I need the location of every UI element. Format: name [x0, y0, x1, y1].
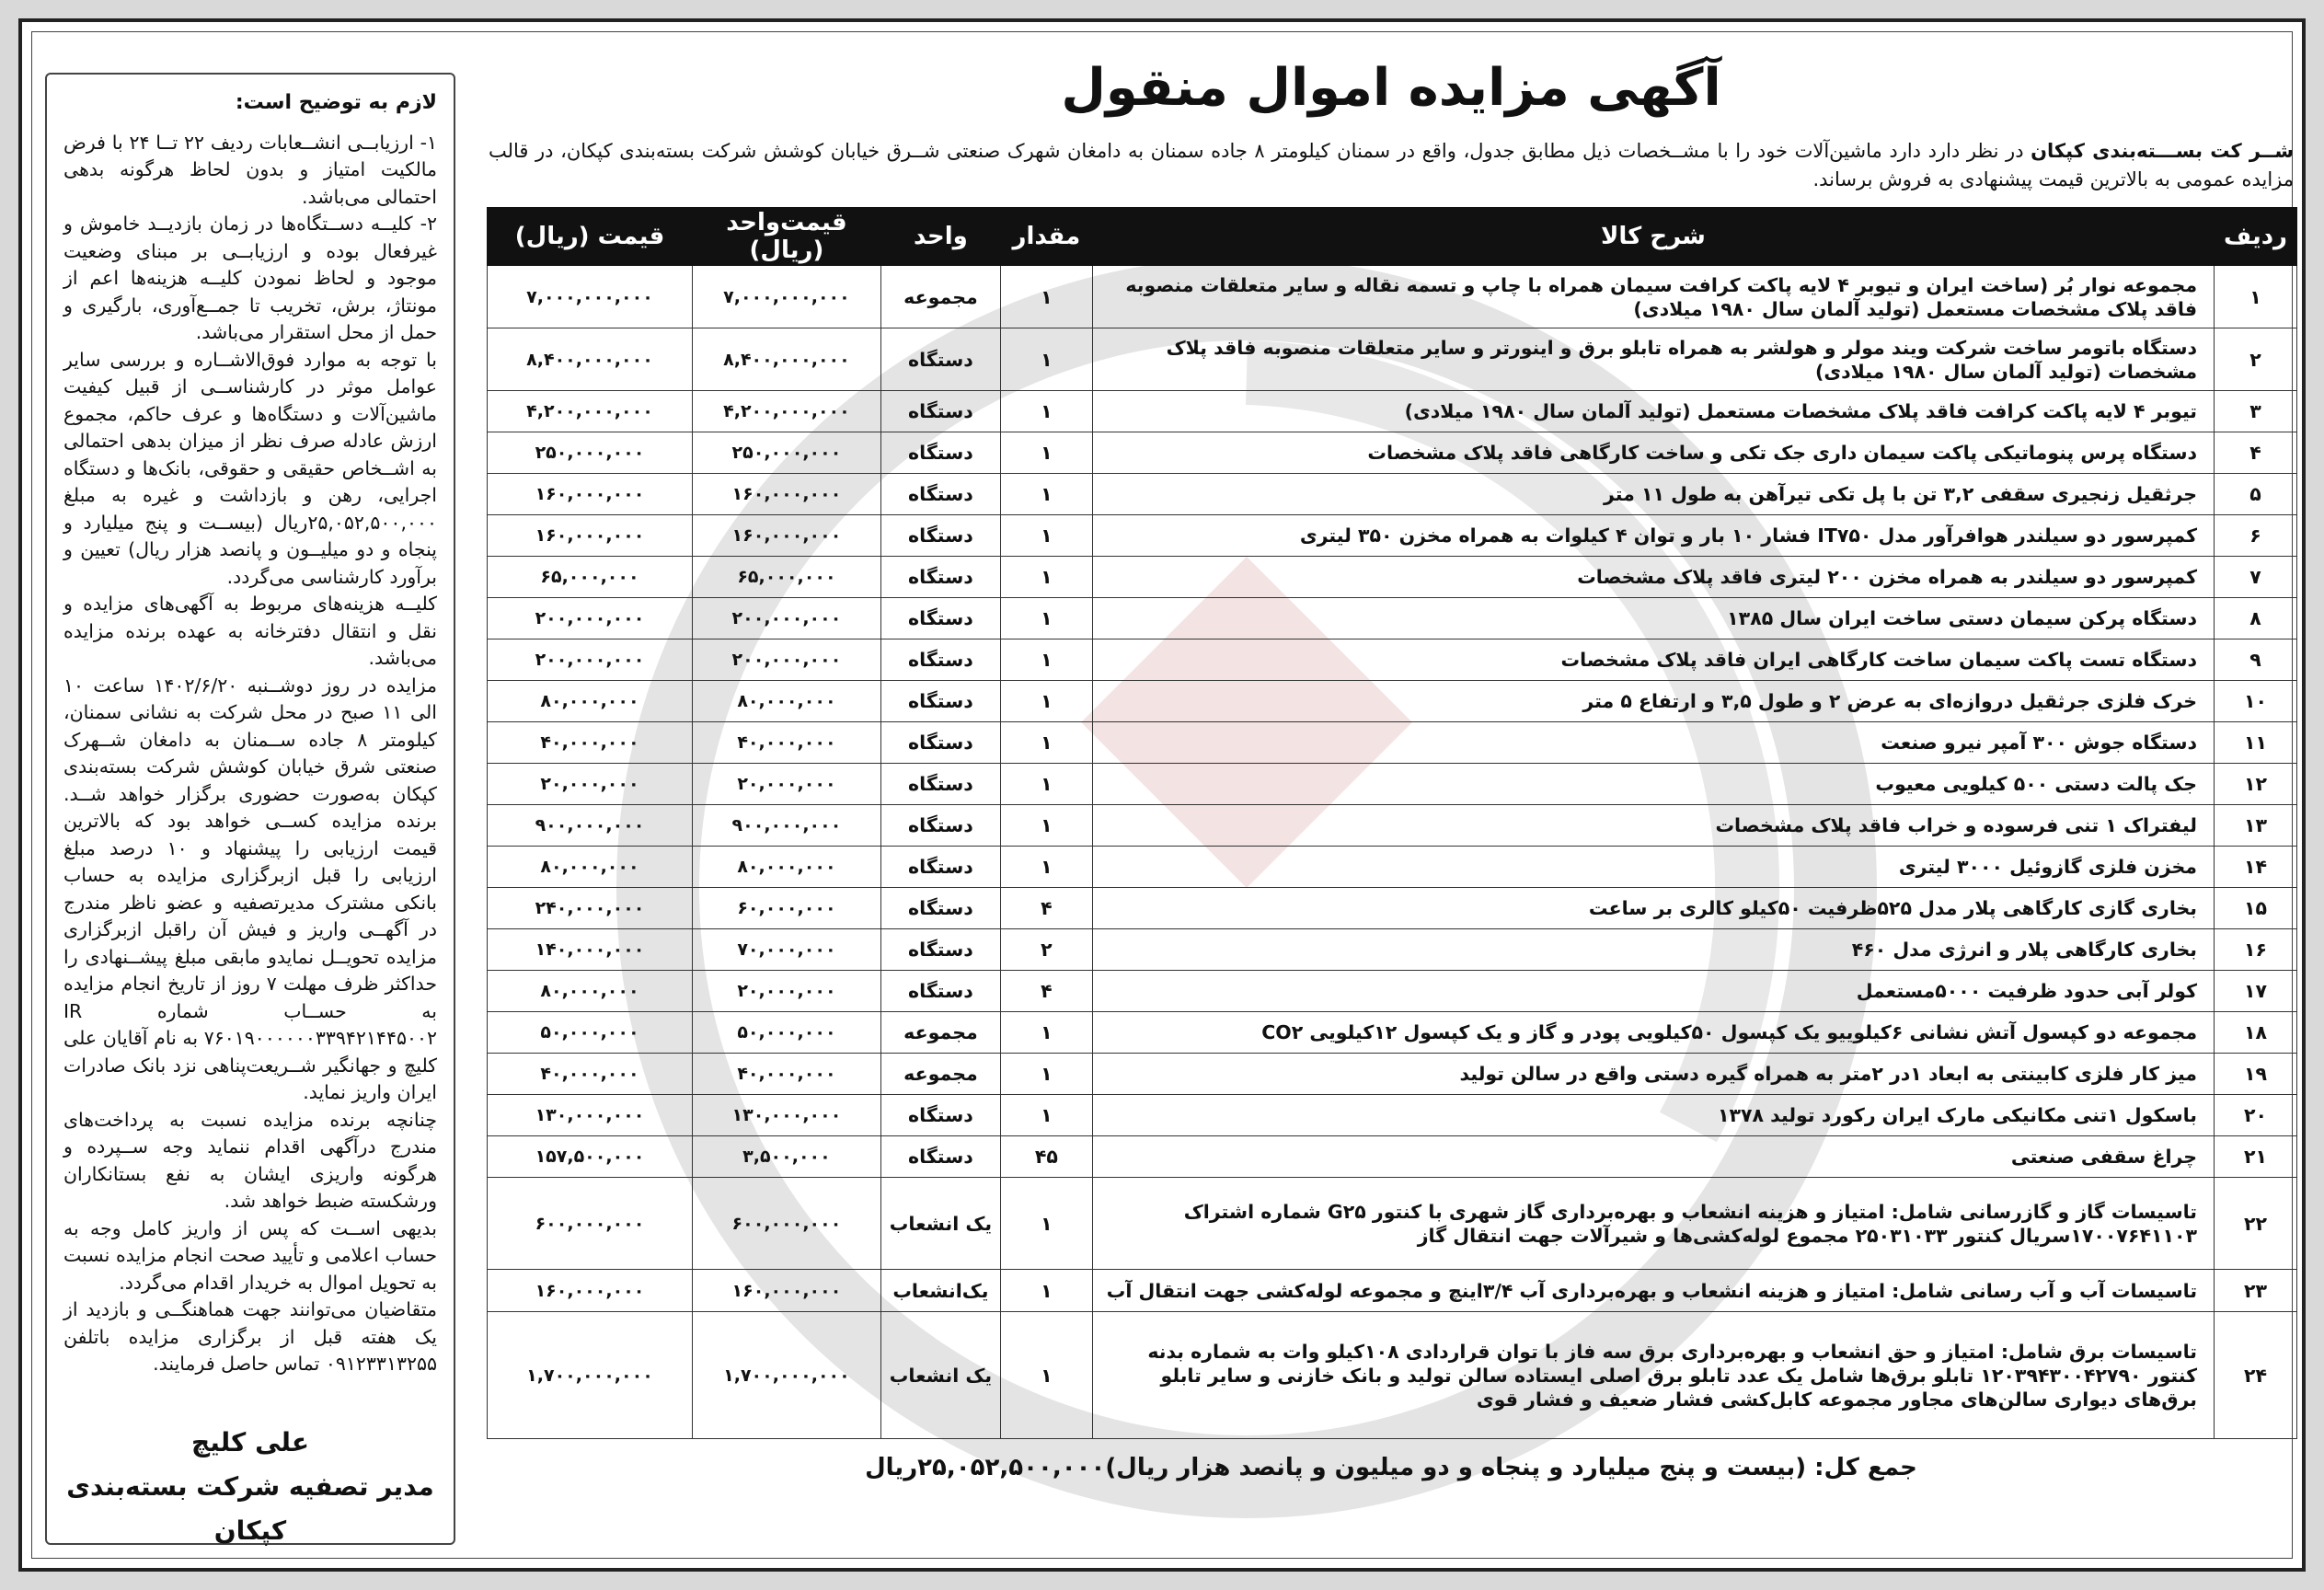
company-name: شــر کت بســـته‌بندی کپکان	[2031, 140, 2295, 162]
page-title: آگهی مزایده اموال منقول	[1061, 58, 1721, 118]
cell-quantity: ۱	[1000, 474, 1092, 515]
auction-table	[487, 207, 2297, 1439]
cell-quantity: ۱	[1000, 1095, 1092, 1136]
cell-description: دستگاه جوش ۳۰۰ آمپر نیرو صنعت	[1092, 722, 2214, 764]
cell-price: ۱,۷۰۰,۰۰۰,۰۰۰	[488, 1312, 693, 1439]
cell-unit: یک انشعاب	[880, 1312, 1000, 1439]
cell-unit-price: ۱,۷۰۰,۰۰۰,۰۰۰	[692, 1312, 880, 1439]
table-row	[488, 1095, 2297, 1136]
cell-unit-price: ۲۰۰,۰۰۰,۰۰۰	[692, 639, 880, 681]
cell-price: ۲۰,۰۰۰,۰۰۰	[488, 764, 693, 805]
cell-unit: یک انشعاب	[880, 1178, 1000, 1270]
cell-unit-price: ۱۶۰,۰۰۰,۰۰۰	[692, 515, 880, 557]
cell-quantity: ۴	[1000, 888, 1092, 929]
cell-unit-price: ۲۰,۰۰۰,۰۰۰	[692, 971, 880, 1012]
table-row	[488, 1012, 2297, 1054]
col-header-quantity: مقدار	[1000, 208, 1092, 266]
table-row	[488, 266, 2297, 328]
cell-row-number: ۱۱	[2215, 722, 2297, 764]
note-paragraph: چنانچه برنده مزایده نسبت به پرداخت‌های مندرج درآگهی اقدام ننماید وجه ســپرده و هرگونه واریزی ایشان به نفع بستانکاران ورشکسته ضبط خواهد شد.	[63, 1108, 437, 1212]
cell-quantity: ۱	[1000, 1312, 1092, 1439]
table-header-row	[488, 208, 2297, 266]
cell-price: ۹۰۰,۰۰۰,۰۰۰	[488, 805, 693, 847]
cell-quantity: ۱	[1000, 681, 1092, 722]
cell-description: کمپرسور دو سیلندر به همراه مخزن ۲۰۰ لیتری فاقد پلاک مشخصات	[1092, 557, 2214, 598]
cell-quantity: ۴	[1000, 971, 1092, 1012]
signer-name: علی کلیچ	[191, 1426, 309, 1458]
cell-quantity: ۱	[1000, 557, 1092, 598]
cell-price: ۷,۰۰۰,۰۰۰,۰۰۰	[488, 266, 693, 328]
cell-row-number: ۳	[2215, 391, 2297, 432]
cell-unit: دستگاه	[880, 598, 1000, 639]
cell-row-number: ۱۶	[2215, 929, 2297, 971]
cell-row-number: ۱۳	[2215, 805, 2297, 847]
cell-unit-price: ۲۵۰,۰۰۰,۰۰۰	[692, 432, 880, 474]
cell-row-number: ۲۳	[2215, 1270, 2297, 1312]
cell-description: دستگاه پرس پنوماتیکی پاکت سیمان داری جک تکی و ساخت کارگاهی فاقد پلاک مشخصات	[1092, 432, 2214, 474]
cell-unit-price: ۸۰,۰۰۰,۰۰۰	[692, 847, 880, 888]
col-header-row-number: ردیف	[2215, 208, 2297, 266]
cell-unit: دستگاه	[880, 805, 1000, 847]
col-header-description: شرح کالا	[1092, 208, 2214, 266]
cell-description: تیوبر ۴ لایه پاکت کرافت فاقد پلاک مشخصات مستعمل (تولید آلمان سال ۱۹۸۰ میلادی)	[1092, 391, 2214, 432]
cell-unit: دستگاه	[880, 971, 1000, 1012]
signer-title: مدیر تصفیه شرکت بسته‌بندی کپکان	[66, 1470, 434, 1546]
cell-unit-price: ۵۰,۰۰۰,۰۰۰	[692, 1012, 880, 1054]
cell-description: خرک فلزی جرثقیل دروازه‌ای به عرض ۲ و طول ۳,۵ و ارتفاع ۵ متر	[1092, 681, 2214, 722]
note-paragraph: با توجه به موارد فوق‌الاشــاره و بررسی سایر عوامل موثر در کارشناســی از قبیل کیفیت ماشین‌آلات و دستگاه‌ها و عرف حاکم، مجموع ارزش عادله صرف نظر از میزان بدهی احتمالی به اشــخاص حقیقی و حقوقی، بانک‌ها و دستگاه اجرایی، رهن و بازداشت و غیره به مبلغ ۲۵,۰۵۲,۵۰۰,۰۰۰ریال (بیســت و پنج میلیارد و پنجاه و دو میلیــون و پانصد هزار ریال) تعیین و برآورد کارشناسی می‌گردد.	[63, 348, 437, 588]
cell-unit: دستگاه	[880, 681, 1000, 722]
note-paragraph: متقاضیان می‌توانند جهت هماهنگــی و بازدید از یک هفته قبل از برگزاری مزایده باتلفن ۰۹۱۲۳۳۱۳۲۵۵ تماس حاصل فرمایند.	[63, 1298, 437, 1375]
cell-quantity: ۱	[1000, 515, 1092, 557]
cell-row-number: ۱۴	[2215, 847, 2297, 888]
signature-block	[63, 1421, 437, 1553]
cell-unit: مجموعه	[880, 1012, 1000, 1054]
cell-description: مجموعه دو کپسول آتش نشانی ۶کیلوییو یک کپسول ۵۰کیلویی پودر و گاز و یک کپسول ۱۲کیلویی CO۲	[1092, 1012, 2214, 1054]
cell-quantity: ۴۵	[1000, 1136, 1092, 1178]
cell-unit-price: ۷,۰۰۰,۰۰۰,۰۰۰	[692, 266, 880, 328]
table-row	[488, 474, 2297, 515]
cell-row-number: ۲	[2215, 328, 2297, 391]
cell-unit-price: ۸,۴۰۰,۰۰۰,۰۰۰	[692, 328, 880, 391]
main-content	[485, 45, 2297, 1481]
cell-price: ۸۰,۰۰۰,۰۰۰	[488, 971, 693, 1012]
cell-row-number: ۵	[2215, 474, 2297, 515]
cell-quantity: ۱	[1000, 722, 1092, 764]
col-header-unit: واحد	[880, 208, 1000, 266]
cell-description: دستگاه پرکن سیمان دستی ساخت ایران سال ۱۳۸۵	[1092, 598, 2214, 639]
table-row	[488, 1270, 2297, 1312]
table-row	[488, 971, 2297, 1012]
cell-description: دستگاه تست پاکت سیمان ساخت کارگاهی ایران فاقد پلاک مشخصات	[1092, 639, 2214, 681]
cell-row-number: ۶	[2215, 515, 2297, 557]
cell-row-number: ۱	[2215, 266, 2297, 328]
cell-price: ۱۵۷,۵۰۰,۰۰۰	[488, 1136, 693, 1178]
cell-row-number: ۱۷	[2215, 971, 2297, 1012]
cell-price: ۱۶۰,۰۰۰,۰۰۰	[488, 474, 693, 515]
cell-row-number: ۷	[2215, 557, 2297, 598]
table-row	[488, 929, 2297, 971]
cell-row-number: ۱۹	[2215, 1054, 2297, 1095]
cell-row-number: ۴	[2215, 432, 2297, 474]
table-row	[488, 681, 2297, 722]
cell-price: ۸۰,۰۰۰,۰۰۰	[488, 847, 693, 888]
cell-description: کمپرسور دو سیلندر هوافرآور مدل IT۷۵۰ فشار ۱۰ بار و توان ۴ کیلوات به همراه مخزن ۳۵۰ لیتری	[1092, 515, 2214, 557]
cell-description: جرثقیل زنجیری سقفی ۳,۲ تن با پل تکی تیرآهن به طول ۱۱ متر	[1092, 474, 2214, 515]
cell-unit-price: ۹۰۰,۰۰۰,۰۰۰	[692, 805, 880, 847]
cell-unit-price: ۶۰۰,۰۰۰,۰۰۰	[692, 1178, 880, 1270]
cell-description: دستگاه باتومر ساخت شرکت ویند مولر و هولشر به همراه تابلو برق و اینورتر و سایر متعلقات منصوبه فاقد پلاک مشخصات (تولید آلمان سال ۱۹۸۰ میلادی)	[1092, 328, 2214, 391]
cell-description: مجموعه نوار بُر (ساخت ایران و تیوبر ۴ لایه پاکت کرافت سیمان همراه با چاپ و تسمه نقاله و سایر متعلقات منصوبه فاقد پلاک مشخصات مستعمل (تولید آلمان سال ۱۹۸۰ میلادی)	[1092, 266, 2214, 328]
cell-unit-price: ۷۰,۰۰۰,۰۰۰	[692, 929, 880, 971]
table-row	[488, 847, 2297, 888]
cell-description: تاسیسات آب و آب رسانی شامل: امتیاز و هزینه انشعاب و بهره‌برداری آب ۳/۴اینچ و مجموعه لوله‌کشی جهت انتقال آب	[1092, 1270, 2214, 1312]
cell-price: ۴۰,۰۰۰,۰۰۰	[488, 722, 693, 764]
cell-description: جک پالت دستی ۵۰۰ کیلویی معیوب	[1092, 764, 2214, 805]
cell-price: ۴۰,۰۰۰,۰۰۰	[488, 1054, 693, 1095]
cell-unit: دستگاه	[880, 764, 1000, 805]
col-header-price: قیمت (ریال)	[488, 208, 693, 266]
cell-price: ۲۰۰,۰۰۰,۰۰۰	[488, 598, 693, 639]
cell-quantity: ۱	[1000, 598, 1092, 639]
cell-unit-price: ۴,۲۰۰,۰۰۰,۰۰۰	[692, 391, 880, 432]
table-row	[488, 598, 2297, 639]
note-paragraph: کلیــه هزینه‌های مربوط به آگهی‌های مزایده و نقل و انتقال دفترخانه به عهده برنده مزایده می‌باشد.	[63, 593, 437, 669]
cell-price: ۱۳۰,۰۰۰,۰۰۰	[488, 1095, 693, 1136]
cell-price: ۱۶۰,۰۰۰,۰۰۰	[488, 1270, 693, 1312]
cell-unit-price: ۱۶۰,۰۰۰,۰۰۰	[692, 1270, 880, 1312]
cell-row-number: ۱۵	[2215, 888, 2297, 929]
cell-row-number: ۲۰	[2215, 1095, 2297, 1136]
cell-unit: دستگاه	[880, 1136, 1000, 1178]
cell-quantity: ۱	[1000, 328, 1092, 391]
notes-panel	[45, 73, 455, 1545]
table-row	[488, 1054, 2297, 1095]
cell-price: ۸,۴۰۰,۰۰۰,۰۰۰	[488, 328, 693, 391]
cell-unit-price: ۶۰,۰۰۰,۰۰۰	[692, 888, 880, 929]
table-row	[488, 432, 2297, 474]
cell-description: میز کار فلزی کابینتی به ابعاد ۱در ۲متر به همراه گیره دستی واقع در سالن تولید	[1092, 1054, 2214, 1095]
cell-unit: دستگاه	[880, 515, 1000, 557]
cell-price: ۲۴۰,۰۰۰,۰۰۰	[488, 888, 693, 929]
cell-description: لیفتراک ۱ تنی فرسوده و خراب فاقد پلاک مشخصات	[1092, 805, 2214, 847]
cell-row-number: ۱۰	[2215, 681, 2297, 722]
cell-unit: دستگاه	[880, 391, 1000, 432]
cell-price: ۶۰۰,۰۰۰,۰۰۰	[488, 1178, 693, 1270]
note-paragraph: ۱- ارزیابــی انشــعابات ردیف ۲۲ تــا ۲۴ با فرض مالکیت امتیاز و بدون لحاظ هرگونه بدهی احتمالی می‌باشد.	[63, 131, 437, 208]
note-paragraph: بدیهی اســت که پس از واریز کامل وجه به حساب اعلامی و تأیید صحت انجام مزایده نسبت به تحویل اموال به خریدار اقدام می‌گردد.	[63, 1216, 437, 1294]
table-row	[488, 1136, 2297, 1178]
cell-quantity: ۱	[1000, 805, 1092, 847]
cell-price: ۴,۲۰۰,۰۰۰,۰۰۰	[488, 391, 693, 432]
cell-unit: یک‌انشعاب	[880, 1270, 1000, 1312]
document-page	[18, 18, 2306, 1572]
cell-description: باسکول ۱تنی مکانیکی مارک ایران رکورد تولید ۱۳۷۸	[1092, 1095, 2214, 1136]
cell-unit-price: ۱۶۰,۰۰۰,۰۰۰	[692, 474, 880, 515]
cell-quantity: ۲	[1000, 929, 1092, 971]
cell-description: کولر آبی حدود ظرفیت ۵۰۰۰مستعمل	[1092, 971, 2214, 1012]
cell-unit: دستگاه	[880, 328, 1000, 391]
cell-price: ۶۵,۰۰۰,۰۰۰	[488, 557, 693, 598]
col-header-unit-price: قیمت‌واحد (ریال)	[692, 208, 880, 266]
cell-description: بخاری کارگاهی پلار و انرژی مدل ۴۶۰	[1092, 929, 2214, 971]
cell-unit-price: ۶۵,۰۰۰,۰۰۰	[692, 557, 880, 598]
cell-unit: دستگاه	[880, 474, 1000, 515]
cell-quantity: ۱	[1000, 639, 1092, 681]
cell-quantity: ۱	[1000, 1054, 1092, 1095]
cell-row-number: ۸	[2215, 598, 2297, 639]
cell-unit: دستگاه	[880, 929, 1000, 971]
cell-unit: دستگاه	[880, 557, 1000, 598]
table-row	[488, 722, 2297, 764]
inner-frame	[31, 31, 2293, 1559]
cell-price: ۱۶۰,۰۰۰,۰۰۰	[488, 515, 693, 557]
cell-row-number: ۲۴	[2215, 1312, 2297, 1439]
cell-unit-price: ۱۳۰,۰۰۰,۰۰۰	[692, 1095, 880, 1136]
cell-price: ۸۰,۰۰۰,۰۰۰	[488, 681, 693, 722]
cell-row-number: ۲۲	[2215, 1178, 2297, 1270]
table-row	[488, 328, 2297, 391]
cell-unit: مجموعه	[880, 266, 1000, 328]
table-row	[488, 805, 2297, 847]
cell-unit: دستگاه	[880, 1095, 1000, 1136]
note-paragraph: ۲- کلیــه دســتگاه‌ها در زمان بازدیــد خاموش و غیرفعال بوده و ارزیابــی بر مبنای وضعیت موجود و لحاظ نمودن کلیــه هزینه‌ها اعم از مونتاژ، برش، تخریب تا جمــع‌آوری، بارگیری و حمل از محل استقرار می‌باشد.	[63, 213, 437, 343]
cell-row-number: ۱۸	[2215, 1012, 2297, 1054]
cell-unit: مجموعه	[880, 1054, 1000, 1095]
cell-price: ۲۵۰,۰۰۰,۰۰۰	[488, 432, 693, 474]
cell-row-number: ۱۲	[2215, 764, 2297, 805]
cell-unit: دستگاه	[880, 888, 1000, 929]
table-row	[488, 391, 2297, 432]
cell-row-number: ۲۱	[2215, 1136, 2297, 1178]
cell-unit-price: ۴۰,۰۰۰,۰۰۰	[692, 722, 880, 764]
table-row	[488, 515, 2297, 557]
cell-unit: دستگاه	[880, 432, 1000, 474]
notes-title: لازم به توضیح است:	[235, 91, 437, 114]
cell-unit-price: ۴۰,۰۰۰,۰۰۰	[692, 1054, 880, 1095]
note-paragraph: مزایده در روز دوشــنبه ۱۴۰۲/۶/۲۰ ساعت ۱۰ الی ۱۱ صبح در محل شرکت به نشانی سمنان، کیلومتر ۸ جاده ســمنان به دامغان شــهرک صنعتی شرق خیابان کوشش شرکت بسته‌بندی کپکان به‌صورت حضوری برگزار خواهد شــد. برنده مزایده کســی خواهد بود که بالاترین قیمت ارزیابی را پیشنهاد و ۱۰ درصد مبلغ ارزیابی را قبل ازبرگزاری مزایده به حساب بانکی مشترک مدیرتصفیه و عضو ناظر مندرج در آگهــی واریز و فیش آن راقبل ازبرگزاری مزایده تحویــل نمایدو مابقی مبلغ پیشــنهادی را حداکثر ظرف مهلت ۷ روز از تاریخ انجام مزایده به حســاب شماره IR ۷۶۰۱۹۰۰۰۰۰۰۳۳۹۴۲۱۴۴۵۰۰۲ به نام آقایان علی کلیچ و جهانگیر شــریعت‌پناهی نزد بانک صادرات ایران واریز نماید.	[63, 674, 437, 1103]
cell-quantity: ۱	[1000, 1012, 1092, 1054]
cell-quantity: ۱	[1000, 847, 1092, 888]
cell-unit-price: ۲۰,۰۰۰,۰۰۰	[692, 764, 880, 805]
cell-unit: دستگاه	[880, 722, 1000, 764]
cell-quantity: ۱	[1000, 266, 1092, 328]
cell-price: ۲۰۰,۰۰۰,۰۰۰	[488, 639, 693, 681]
cell-quantity: ۱	[1000, 1178, 1092, 1270]
intro-body: در نظر دارد دارد ماشین‌آلات خود را با مشــخصات ذیل مطابق جدول، واقع در سمنان کیلومتر ۸ جاده سمنان به دامغان شهرک صنعتی شــرق خیابان کوشش شرکت بسته‌بندی کپکان، در قالب مزایده عمومی به بالاترین قیمت پیشنهادی به فروش برساند.	[489, 140, 2294, 190]
table-row	[488, 764, 2297, 805]
cell-price: ۱۴۰,۰۰۰,۰۰۰	[488, 929, 693, 971]
table-row	[488, 639, 2297, 681]
cell-unit-price: ۳,۵۰۰,۰۰۰	[692, 1136, 880, 1178]
cell-row-number: ۹	[2215, 639, 2297, 681]
cell-quantity: ۱	[1000, 391, 1092, 432]
cell-description: چراغ سقفی صنعتی	[1092, 1136, 2214, 1178]
cell-description: تاسیسات برق شامل: امتیاز و حق انشعاب و بهره‌برداری برق سه فاز با توان قراردادی ۱۰۸کیلو وات به شماره بدنه کنتور ۱۲۰۳۹۴۳۰۰۴۲۷۹۰ تابلو برق‌ها شامل یک عدد تابلو برق اصلی ایستاده سالن تولید و بانک خازنی و سایر تابلو برق‌های دیواری سالن‌های مجاور مجموعه کابل‌کشی فشار ضعیف و فشار قوی	[1092, 1312, 2214, 1439]
table-row	[488, 1312, 2297, 1439]
cell-unit-price: ۸۰,۰۰۰,۰۰۰	[692, 681, 880, 722]
intro-text	[489, 137, 2294, 194]
cell-quantity: ۱	[1000, 764, 1092, 805]
cell-description: مخزن فلزی گازوئیل ۳۰۰۰ لیتری	[1092, 847, 2214, 888]
cell-price: ۵۰,۰۰۰,۰۰۰	[488, 1012, 693, 1054]
cell-description: تاسیسات گاز و گازرسانی شامل: امتیاز و هزینه انشعاب و بهره‌برداری گاز شهری با کنتور G۲۵ شماره اشتراک ۱۷۰۰۷۶۴۱۱۰۳سریال کنتور ۲۵۰۳۱۰۳۳ مجموع لوله‌کشی‌ها و شیرآلات جهت انتقال گاز	[1092, 1178, 2214, 1270]
cell-unit-price: ۲۰۰,۰۰۰,۰۰۰	[692, 598, 880, 639]
cell-quantity: ۱	[1000, 432, 1092, 474]
table-row	[488, 1178, 2297, 1270]
cell-unit: دستگاه	[880, 639, 1000, 681]
table-row	[488, 557, 2297, 598]
cell-description: بخاری گازی کارگاهی پلار مدل ۵۲۵ظرفیت ۵۰کیلو کالری بر ساعت	[1092, 888, 2214, 929]
grand-total: جمع کل: (بیست و پنج میلیارد و پنجاه و دو میلیون و پانصد هزار ریال)۲۵,۰۵۲,۵۰۰,۰۰۰ریال	[865, 1454, 1917, 1481]
cell-unit: دستگاه	[880, 847, 1000, 888]
table-row	[488, 888, 2297, 929]
cell-quantity: ۱	[1000, 1270, 1092, 1312]
